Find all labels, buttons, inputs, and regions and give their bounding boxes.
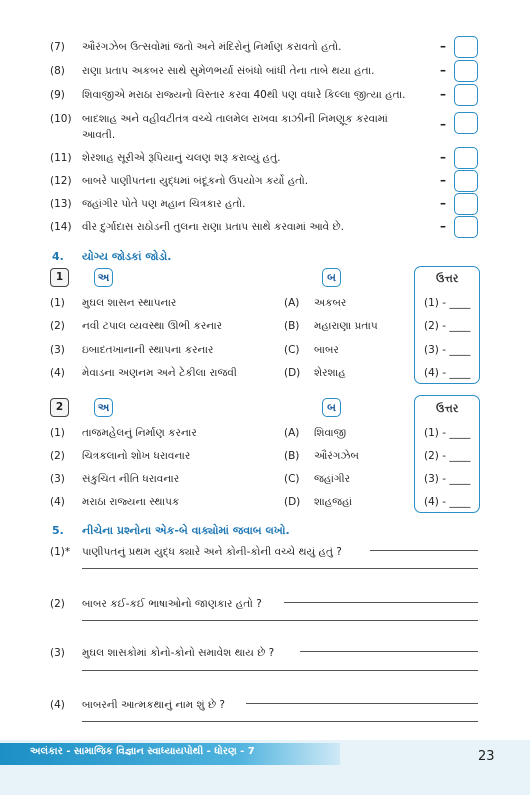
item-dash: –: [440, 219, 446, 233]
item-text: બાદશાહ અને વહીવટીતંત્ર વચ્ચે તાલમેલ રાખવા કાઝીની નિમણૂક કરવામાં: [82, 113, 388, 125]
row-number: (1): [50, 427, 65, 439]
answer-box[interactable]: [454, 36, 478, 58]
item-number: (9): [50, 89, 65, 101]
answer-blank[interactable]: (3) - ____: [424, 344, 471, 356]
answer-header: ઉત્તર: [436, 402, 459, 415]
item-number: (8): [50, 65, 65, 77]
row-number: (3): [50, 344, 65, 356]
column-a-item: ઇબાદતખાનાની સ્થાપના કરનાર: [82, 344, 214, 356]
answer-blank[interactable]: (4) - ____: [424, 496, 471, 508]
option-letter: (A): [284, 297, 300, 309]
item-text: રાણા પ્રતાપ અકબર સાથે સુમેળભર્યા સંબંધો બાંધી તેના તાબે થયા હતા.: [82, 65, 375, 77]
item-text: વીર દુર્ગાદાસ રાઠોડની તુલના રાણા પ્રતાપ સાથે કરવામાં આવે છે.: [82, 221, 345, 233]
item-dash: –: [440, 173, 446, 187]
answer-box[interactable]: [454, 60, 478, 82]
question-number: (1)*: [50, 546, 71, 558]
answer-blank[interactable]: (2) - ____: [424, 320, 471, 332]
column-b-item: મહારાણા પ્રતાપ: [314, 320, 378, 332]
item-dash: –: [440, 196, 446, 210]
answer-line[interactable]: [82, 620, 478, 621]
answer-box[interactable]: [454, 147, 478, 169]
item-number: (13): [50, 198, 72, 210]
item-text-continued: આવતી.: [82, 129, 116, 141]
answer-line[interactable]: [82, 670, 478, 671]
item-dash: –: [440, 150, 446, 164]
row-number: (2): [50, 450, 65, 462]
column-b-header: બ: [322, 398, 341, 417]
column-b-item: ઔરંગઝેબ: [314, 450, 359, 462]
set-badge: 2: [50, 398, 69, 417]
column-b-item: બાબર: [314, 344, 339, 356]
item-dash: –: [440, 63, 446, 77]
option-letter: (D): [284, 367, 301, 379]
item-dash: –: [440, 117, 446, 131]
answer-line[interactable]: [300, 651, 478, 652]
question-number: (3): [50, 647, 65, 659]
option-letter: (D): [284, 496, 301, 508]
section-title: યોગ્ય જોડકાં જોડો.: [82, 250, 172, 263]
answer-line[interactable]: [82, 721, 478, 722]
column-a-item: નવી ટપાલ વ્યવસ્થા ઊભી કરનાર: [82, 320, 223, 332]
column-a-item: મરાઠા રાજ્યના સ્થાપક: [82, 496, 180, 508]
column-a-item: તાજમહેલનું નિર્માણ કરનાર: [82, 427, 197, 439]
option-letter: (B): [284, 320, 300, 332]
column-b-item: શાહજહાં: [314, 496, 353, 508]
item-dash: –: [440, 39, 446, 53]
item-text: જહાંગીર પોતે પણ મહાન ચિત્રકાર હતો.: [82, 198, 246, 210]
column-a-item: ચિત્રકલાનો શોખ ધરાવનાર: [82, 450, 191, 462]
page-number: 23: [478, 749, 495, 764]
answer-box[interactable]: [454, 216, 478, 238]
answer-line[interactable]: [82, 568, 478, 569]
section-number: 4.: [52, 250, 64, 263]
answer-box[interactable]: [454, 193, 478, 215]
answer-box[interactable]: [454, 84, 478, 106]
answer-header: ઉત્તર: [436, 272, 459, 285]
answer-blank[interactable]: (4) - ____: [424, 367, 471, 379]
answer-box[interactable]: [454, 112, 478, 134]
column-b-header: બ: [322, 268, 341, 287]
row-number: (2): [50, 320, 65, 332]
item-text: શેરશાહ સૂરીએ રૂપિયાનું ચલણ શરૂ કરાવ્યું હતું.: [82, 152, 281, 164]
answer-blank[interactable]: (1) - ____: [424, 297, 471, 309]
row-number: (4): [50, 496, 65, 508]
answer-box[interactable]: [454, 170, 478, 192]
column-a-item: મુઘલ શાસન સ્થાપનાર: [82, 297, 177, 309]
answer-blank[interactable]: (2) - ____: [424, 450, 471, 462]
item-number: (14): [50, 221, 72, 233]
question-text: પાણીપતનું પ્રથમ યુદ્ધ ક્યારે અને કોની-કોની વચ્ચે થયું હતું ?: [82, 546, 342, 558]
column-a-item: મેવાડના અણનમ અને ટેકીલા રાજવી: [82, 367, 237, 379]
item-text: ઔરંગઝેબ ઉત્સવોમાં જતો અને મંદિરોનું નિર્માણ કરાવતો હતો.: [82, 41, 342, 53]
question-text: મુઘલ શાસકોમાં કોનો-કોનો સમાવેશ થાય છે ?: [82, 647, 275, 659]
column-a-header: અ: [94, 398, 113, 417]
row-number: (3): [50, 473, 65, 485]
column-b-item: શિવાજી: [314, 427, 347, 439]
footer-book-title: અલંકાર - સામાજિક વિજ્ઞાન સ્વાધ્યાયપોથી - ધોરણ - 7: [30, 746, 255, 757]
column-a-header: અ: [94, 268, 113, 287]
answer-blank[interactable]: (1) - ____: [424, 427, 471, 439]
column-a-item: સંકુચિત નીતિ ધરાવનાર: [82, 473, 180, 485]
item-number: (7): [50, 41, 65, 53]
option-letter: (B): [284, 450, 300, 462]
item-text: શિવાજીએ મરાઠા રાજ્યનો વિસ્તાર કરવા 40થી પણ વધારે કિલ્લા જીત્યા હતા.: [82, 89, 406, 101]
answer-line[interactable]: [370, 550, 478, 551]
column-b-item: શેરશાહ: [314, 367, 346, 379]
option-letter: (C): [284, 344, 300, 356]
option-letter: (A): [284, 427, 300, 439]
item-number: (10): [50, 113, 72, 125]
item-number: (11): [50, 152, 72, 164]
row-number: (4): [50, 367, 65, 379]
column-b-item: જહાંગીર: [314, 473, 351, 485]
question-text: બાબર કઈ-કઈ ભાષાઓનો જાણકાર હતો ?: [82, 598, 262, 610]
answer-blank[interactable]: (3) - ____: [424, 473, 471, 485]
section-title: નીચેના પ્રશ્નોના એક-બે વાક્યોમાં જવાબ લખો.: [82, 524, 290, 537]
item-dash: –: [440, 87, 446, 101]
row-number: (1): [50, 297, 65, 309]
set-badge: 1: [50, 268, 69, 287]
item-number: (12): [50, 175, 72, 187]
question-number: (2): [50, 598, 65, 610]
section-number: 5.: [52, 524, 64, 537]
question-text: બાબરની આત્મકથાનું નામ શું છે ?: [82, 699, 225, 711]
question-number: (4): [50, 699, 65, 711]
column-b-item: અકબર: [314, 297, 347, 309]
answer-line[interactable]: [246, 703, 478, 704]
item-text: બાબરે પાણીપતના યુદ્ધમાં બંદૂકનો ઉપયોગ કર્યો હતો.: [82, 175, 309, 187]
answer-line[interactable]: [284, 602, 478, 603]
option-letter: (C): [284, 473, 300, 485]
